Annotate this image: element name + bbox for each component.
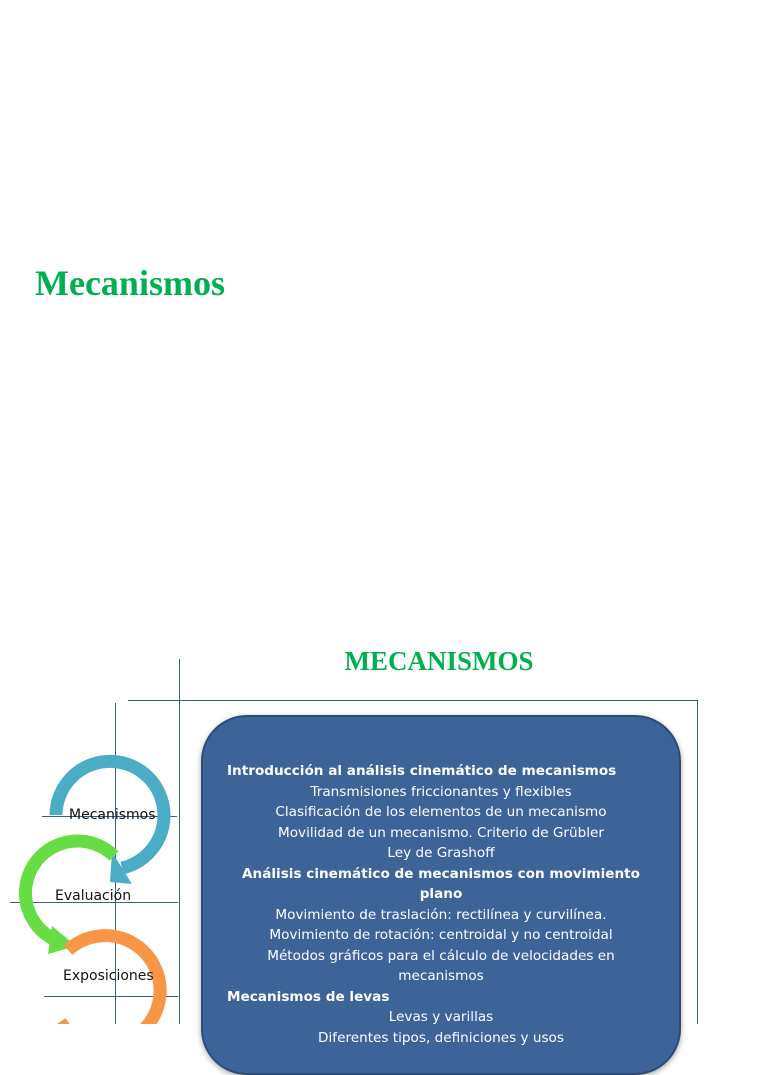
list-item: Movilidad de un mecanismo. Criterio de Grübler	[277, 824, 604, 841]
cycle-label-mecanismos: Mecanismos	[69, 807, 156, 823]
right-guide-line	[697, 700, 698, 1024]
cycle-label-exposiciones: Exposiciones	[63, 968, 154, 984]
list-item: Diferentes tipos, definiciones y usos	[318, 1029, 564, 1046]
list-item: Métodos gráficos para el cálculo de velocidades en	[267, 947, 615, 964]
slide-title: MECANISMOS	[344, 646, 534, 676]
list-item: Clasificación de los elementos de un mecanismo	[275, 804, 607, 820]
list-item: Levas y varillas	[388, 1009, 494, 1025]
list-item: mecanismos	[398, 968, 484, 984]
section-heading: Introducción al análisis cinemático de mecanismos	[227, 763, 617, 779]
list-item: Transmisiones friccionantes y flexibles	[310, 783, 572, 800]
cycle-label-evaluacion: Evaluación	[55, 888, 132, 904]
list-item: Movimiento de traslación: rectilínea y curvilínea.	[275, 906, 607, 923]
content-box	[201, 715, 681, 1075]
horizontal-guide-line	[128, 700, 698, 701]
list-item: Ley de Grashoff	[387, 845, 495, 861]
section-heading: Mecanismos de levas	[227, 988, 390, 1005]
page-title: Mecanismos	[35, 263, 225, 303]
section-heading: Análisis cinemático de mecanismos con movimiento plano	[242, 865, 640, 902]
list-item: Movimiento de rotación: centroidal y no centroidal	[269, 927, 613, 943]
